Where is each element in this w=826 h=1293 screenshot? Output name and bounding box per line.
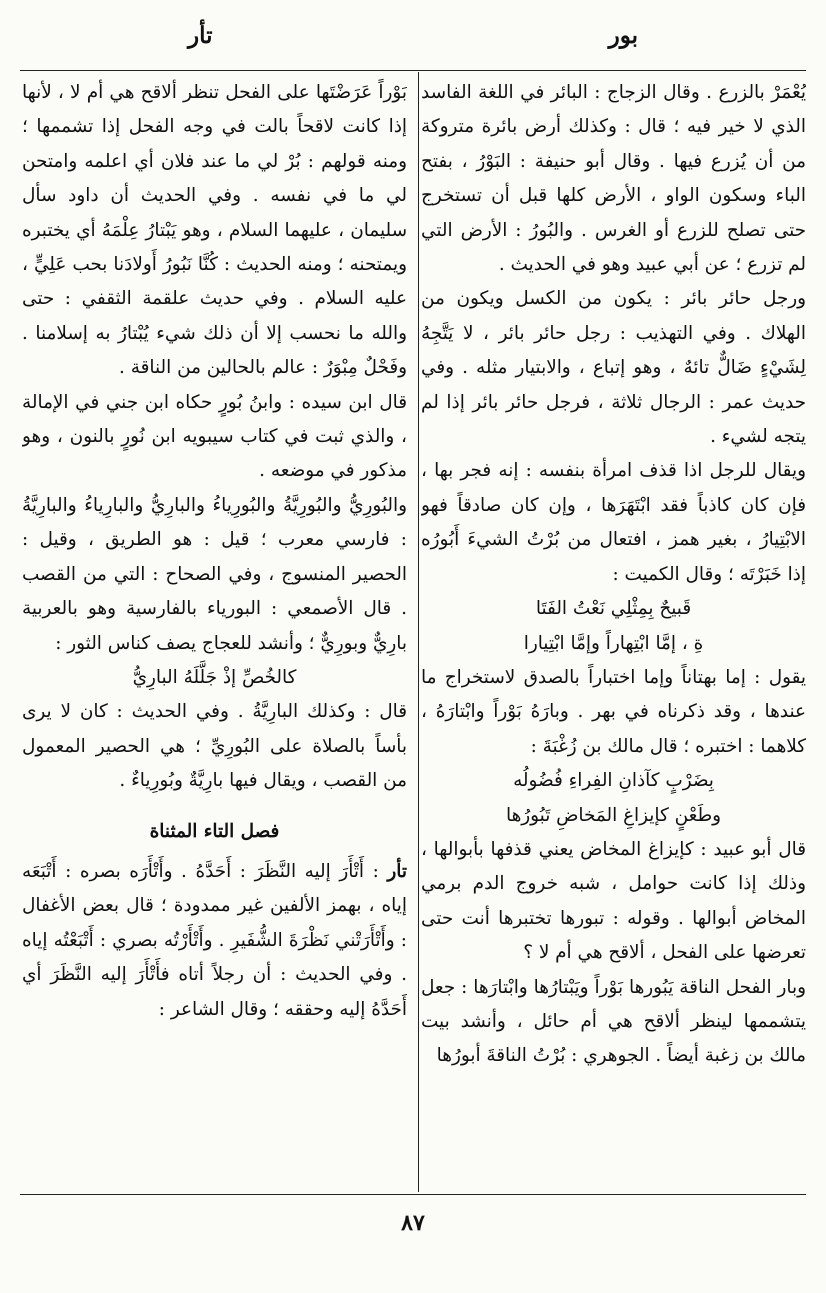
right-column <box>421 76 806 1186</box>
running-header-right: بور <box>608 22 638 49</box>
entry-headword: تأر <box>387 860 407 882</box>
entry-text: : أَتْأَرَ إليه النَّظَرَ : أَحَدَّهُ . وأَتْأَرَه بصره : أَتْبَعَه إياه ، بهمز الألفين غير ممدودة ؛ قال بعض الأغفال : وأَتْأَرَتْني نَظْرَةَ الشُّفَيرِ . وأَتْأَرْتُه بصري : أَتْبَعْتُه إياه . وفي الحديث : أن رجلاً أتاه فأَتْأَرَ إليه النَّظَرَ أي أَحَدَّهُ إليه وحققه ؛ وقال الشاعر : <box>22 860 407 1020</box>
header-rule <box>20 70 806 71</box>
paragraph: قال : وكذلك البارِيَّةُ . وفي الحديث : كان لا يرى بأساً بالصلاة على البُورِيِّ ؛ هي الحصير المعمول من القصب ، ويقال فيها بارِيَّةٌ وبُورِياءٌ . <box>22 701 407 792</box>
entry-paragraph <box>22 855 407 1027</box>
page-number: ٨٧ <box>401 1210 425 1236</box>
left-column <box>22 76 407 1186</box>
paragraph: قال ابن سيده : وابنُ بُورٍ حكاه ابن جني في الإمالة ، والذي ثبت في كتاب سيبويه ابن نُورٍ بالنون ، وهو مذكور في موضعه . <box>22 391 407 482</box>
verse-line: كالخُصِّ إذْ جَلَّلَهُ البارِيُّ <box>132 666 297 688</box>
paragraph: قال أبو عبيد : كإيزاغ المخاض يعني قذفها بأبوالها ، وذلك إذا كانت حوامل ، شبه خروج الدم برمي المخاض أبوالها . وقوله : تبورها تختبرها أنت حتى تعرضها على الفحل ، ألاقح هي أم لا ؟ <box>421 838 806 964</box>
paragraph: يُعْمَرْ بالزرع . وقال الزجاج : البائر في اللغة الفاسد الذي لا خير فيه ؛ قال : وكذلك أرض بائرة متروكة من أن يُزرع فيها . وقال أبو حنيفة : البَوْرُ ، بفتح الباء وسكون الواو ، الأرض كلها قبل أن تستخرج حتى تصلح للزرع أو الغرس . والبُورُ : الأرض التي لم تزرع ؛ عن أبي عبيد وهو في الحديث . <box>421 82 806 276</box>
section-heading: فصل التاء المثناة <box>149 820 280 842</box>
verse-line: وطَعْنٍ كإيزاغِ المَخاضِ تَبُورُها <box>505 804 722 826</box>
verse-line: بِضَرْبٍ كآذانِ الفِراءِ فُضُولُه <box>513 770 714 792</box>
verse-line: ةِ ، إمَّا ابْتِهاراً وإمَّا ابْتِيارا <box>523 632 704 654</box>
paragraph: بَوْراً عَرَضْتَها على الفحل تنظر ألاقح هي أم لا ، لأنها إذا كانت لاقحاً بالت في وجه الفحل إذا تشممها ؛ ومنه قولهم : بُرْ لي ما عند فلان أي اعلمه وامتحن لي ما في نفسه . وفي الحديث أن داود سأل سليمان ، عليهما السلام ، وهو يَبْتارُ عِلْمَهُ أي يختبره ويمتحنه ؛ ومنه الحديث : كُنَّا نَبُورُ أَولادَنا بحب عَلِيٍّ ، عليه السلام . وفي حديث علقمة الثقفي : حتى والله ما نحسب إلا أن ذلك شيء يُبْتارُ به إسلامنا . وفَحْلٌ مِبْوَرٌ : عالم بالحالين من الناقة . <box>22 82 407 379</box>
paragraph: والبُورِيُّ والبُورِيَّةُ والبُورِياءُ والبارِيُّ والبارِياءُ والبارِيَّةُ : فارسي معرب ؛ قيل : هو الطريق ، وقيل : الحصير المنسوج ، وفي الصحاح : التي من القصب . قال الأصمعي : البورياء بالفارسية وهو بالعربية بارِيٌّ وبورِيٌّ ؛ وأنشد للعجاج يصف كناس الثور : <box>22 494 407 654</box>
footer-rule <box>20 1194 806 1195</box>
paragraph: ورجل حائر بائر : يكون من الكسل ويكون من الهلاك . وفي التهذيب : رجل حائر بائر ، لا يَتَّجِهُ لِشَيْءٍ ضَالٌّ تائهٌ ، وهو إتباع ، والابتيار مثله . وفي حديث عمر : الرجال ثلاثة ، فرجل حائر بائر إذا لم يتجه لشيء . <box>421 288 806 448</box>
paragraph: ويقال للرجل اذا قذف امرأة بنفسه : إنه فجر بها ، فإن كان كاذباً فقد ابْتَهَرَها ، وإن كان صادقاً فهو الابْتِيارُ ، بغير همز ، افتعال من بُرْتُ الشيءَ أَبُورُه إذا خَبَرْتَه ؛ وقال الكميت : <box>421 460 806 585</box>
paragraph: يقول : إما بهتاناً وإما اختباراً بالصدق لاستخراج ما عندها ، وقد ذكرناه في بهر . وبارَهُ بَوْراً وابْتارَهُ ، كلاهما : اختبره ؛ قال مالك بن زُغْبَةَ : <box>421 666 806 757</box>
running-header-left: تأر <box>188 22 213 49</box>
column-divider <box>418 72 419 1192</box>
paragraph: وبار الفحل الناقة يَبُورها بَوْراً ويَبْتارُها وابْتارَها : جعل يتشممها لينظر ألاقح هي أم حائل ، وأنشد بيت مالك بن زغبة أيضاً . الجوهري : بُرْتُ الناقةَ أبورُها <box>421 976 806 1067</box>
verse-line: قَبيحٌ بِمِثْلِي نَعْتُ الفَتَا <box>535 598 692 620</box>
